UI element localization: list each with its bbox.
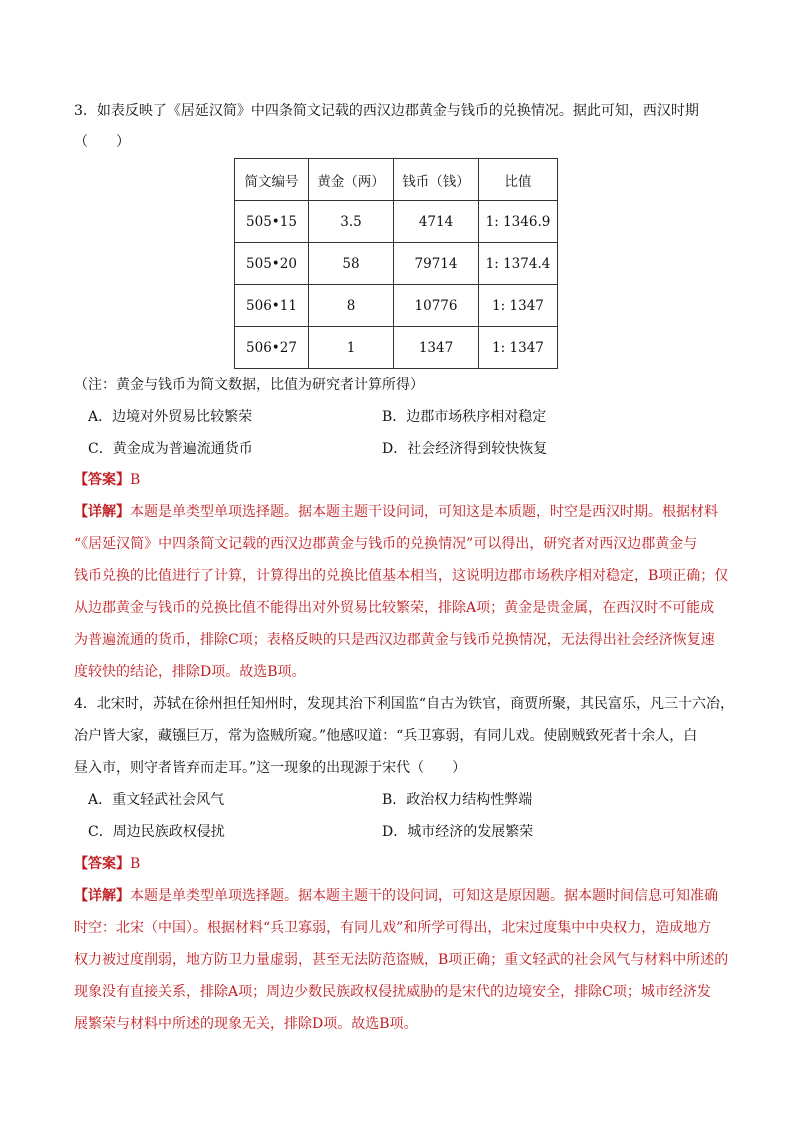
q4-detail-line-2: 时空：北宋（中国）。根据材料“兵卫寡弱，有同儿戏”和所学可得出，北宋过度集中中央权力，造成地方	[74, 920, 712, 936]
q3-option-d: D．社会经济得到较快恢复	[382, 441, 548, 457]
q4-option-b: B．政治权力结构性弊端	[382, 792, 533, 808]
table-row	[235, 201, 558, 243]
table-cell: 79714	[394, 243, 479, 285]
q3-answer	[74, 470, 140, 490]
table-row	[235, 327, 558, 369]
q4-stem-line-1: 4．北宋时，苏轼在徐州担任知州时，发现其治下利国监“自古为铁官，商贾所聚，其民富乐，凡三十六冶，	[74, 696, 735, 712]
answer-value: B	[130, 472, 141, 488]
q3-detail-line-6: 度较快的结论，排除D项。故选B项。	[74, 664, 306, 680]
table-row	[235, 243, 558, 285]
answer-label: 【答案】	[74, 856, 130, 872]
table-header-cell: 钱币（钱）	[394, 159, 479, 201]
q4-option-d: D．城市经济的发展繁荣	[382, 824, 534, 840]
table-cell: 506•11	[235, 285, 309, 327]
q4-stem-line-2: 冶户皆大家，藏镪巨万，常为盗贼所窥。”他感叹道：“兵卫寡弱，有同儿戏。使剧贼致死者十余人，白	[74, 728, 698, 744]
table-header-cell: 比值	[479, 159, 558, 201]
exchange-table	[234, 158, 558, 369]
detail-label: 【详解】	[74, 504, 130, 520]
q4-option-a: A．重文轻武社会风气	[88, 792, 225, 808]
table-cell: 8	[309, 285, 394, 327]
table-cell: 505•20	[235, 243, 309, 285]
table-row	[235, 285, 558, 327]
table-cell: 4714	[394, 201, 479, 243]
table-cell: 10776	[394, 285, 479, 327]
table-cell: 1347	[394, 327, 479, 369]
q3-stem: 3．如表反映了《居延汉简》中四条简文记载的西汉边郡黄金与钱币的兑换情况。据此可知，西汉时期	[74, 103, 699, 119]
q3-detail-line-5: 为普遍流通的货币，排除C项；表格反映的只是西汉边郡黄金与钱币兑换情况，无法得出社会经济恢复速	[74, 632, 715, 648]
answer-label: 【答案】	[74, 472, 130, 488]
q3-note: （注：黄金与钱币为简文数据，比值为研究者计算所得）	[74, 377, 424, 393]
q3-option-c: C．黄金成为普遍流通货币	[88, 441, 253, 457]
q3-detail-line-2: “《居延汉简》中四条简文记载的西汉边郡黄金与钱币的兑换情况”可以得出，研究者对西汉边郡黄金与	[74, 536, 698, 552]
table-cell: 1	[309, 327, 394, 369]
table-header-cell: 简文编号	[235, 159, 309, 201]
table-cell: 1: 1346.9	[479, 201, 558, 243]
q3-answer-paren: （ ）	[74, 134, 130, 150]
q3-option-a: A．边境对外贸易比较繁荣	[88, 409, 253, 425]
detail-label: 【详解】	[74, 888, 130, 904]
table-cell: 3.5	[309, 201, 394, 243]
detail-text: 本题是单类型单项选择题。据本题主题干的设问词，可知这是原因题。据本题时间信息可知准确	[130, 888, 718, 904]
q4-detail-line-1	[74, 886, 718, 906]
q3-option-b: B．边郡市场秩序相对稳定	[382, 409, 547, 425]
table-cell: 506•27	[235, 327, 309, 369]
table-cell: 1: 1374.4	[479, 243, 558, 285]
q4-detail-line-4: 现象没有直接关系，排除A项；周边少数民族政权侵扰威胁的是宋代的边境安全，排除C项；城市经济发	[74, 984, 711, 1000]
q3-detail-line-3: 钱币兑换的比值进行了计算，计算得出的兑换比值基本相当，这说明边郡市场秩序相对稳定，B项正确；仅	[74, 568, 729, 584]
table-cell: 1: 1347	[479, 327, 558, 369]
q4-detail-line-5: 展繁荣与材料中所述的现象无关，排除D项。故选B项。	[74, 1016, 418, 1032]
q3-detail-line-4: 从边郡黄金与钱币的兑换比值不能得出对外贸易比较繁荣，排除A项；黄金是贵金属，在西汉时不可能成	[74, 600, 715, 616]
q4-option-c: C．周边民族政权侵扰	[88, 824, 225, 840]
q4-answer	[74, 854, 140, 874]
table-header-row	[235, 159, 558, 201]
q3-detail-line-1	[74, 502, 718, 522]
table-cell: 1: 1347	[479, 285, 558, 327]
table-cell: 505•15	[235, 201, 309, 243]
table-header-cell: 黄金（两）	[309, 159, 394, 201]
table-cell: 58	[309, 243, 394, 285]
answer-value: B	[130, 856, 141, 872]
q4-stem-line-3: 昼入市，则守者皆弃而走耳。”这一现象的出现源于宋代（ ）	[74, 760, 467, 776]
detail-text: 本题是单类型单项选择题。据本题主题干设问词，可知这是本质题，时空是西汉时期。根据材料	[130, 504, 718, 520]
q4-detail-line-3: 权力被过度削弱，地方防卫力量虚弱，甚至无法防范盗贼，B项正确；重文轻武的社会风气与材料中所述的	[74, 952, 729, 968]
